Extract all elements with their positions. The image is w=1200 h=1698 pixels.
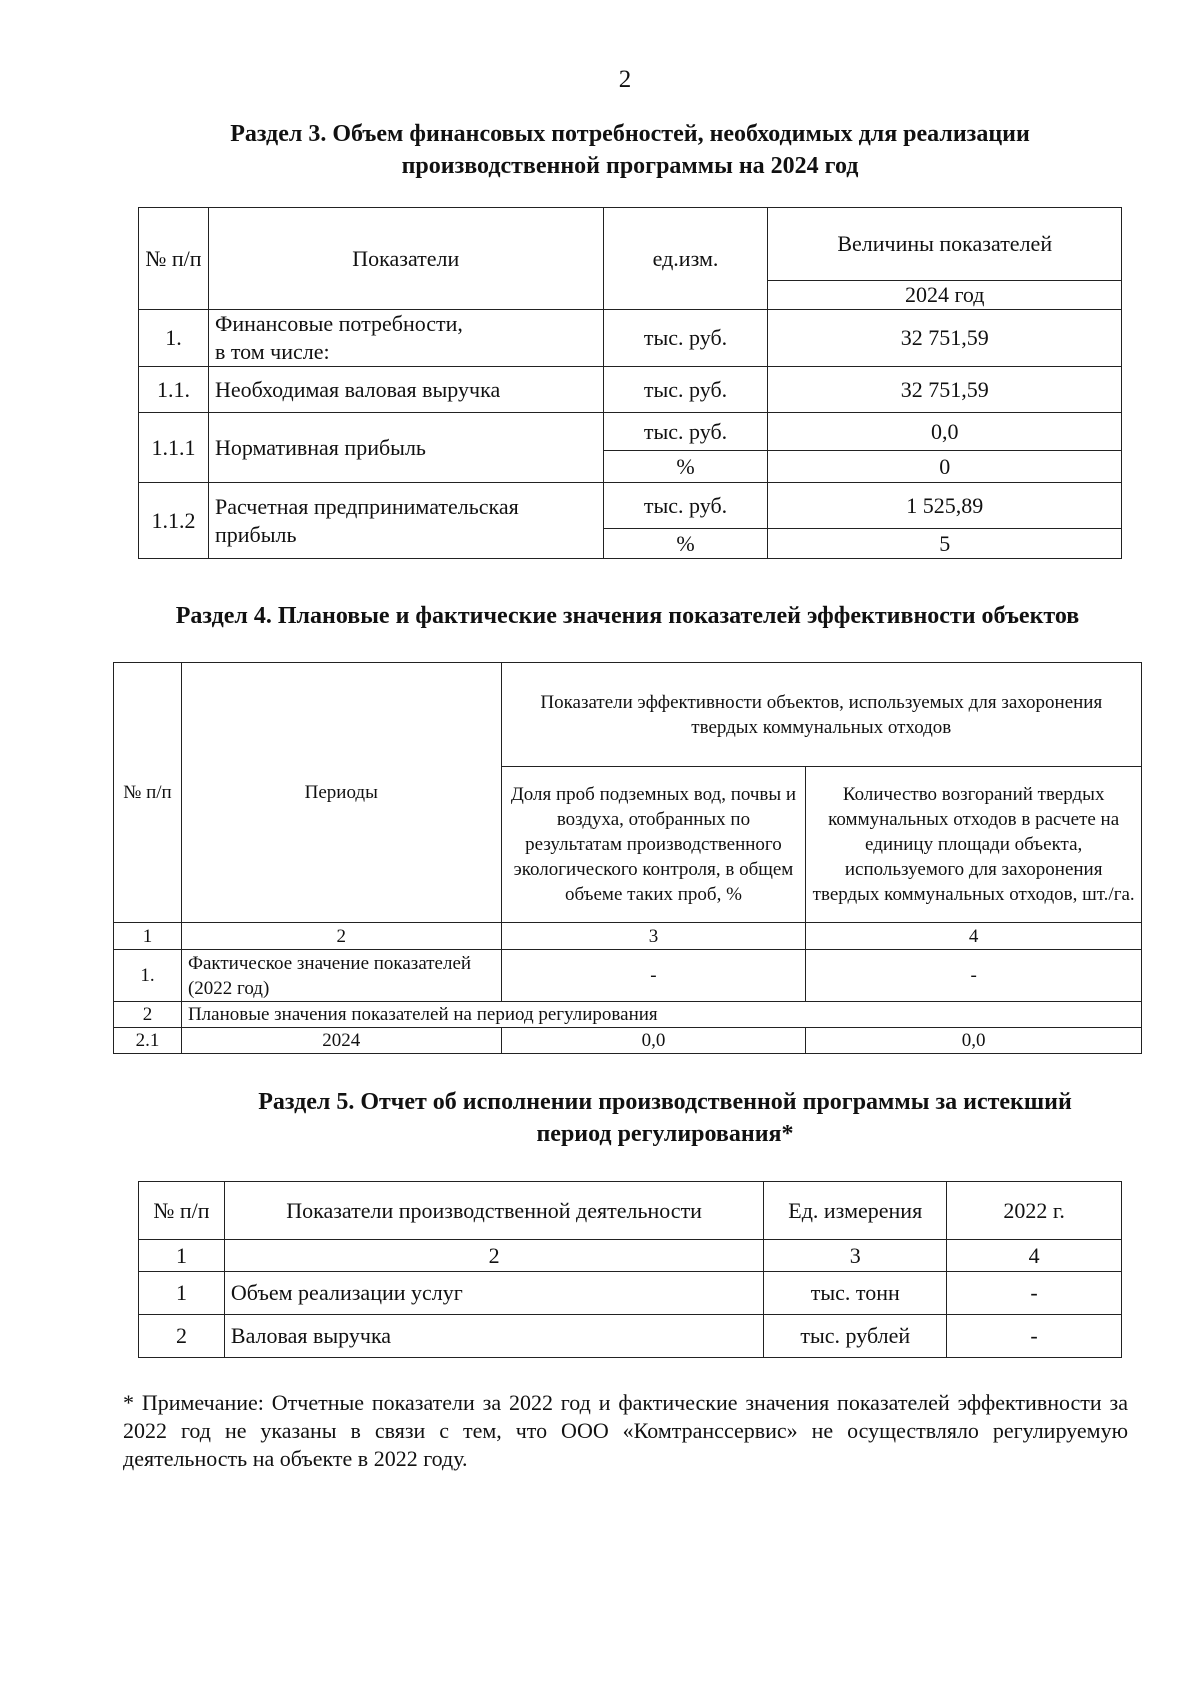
header-year: 2022 г. [947,1182,1122,1240]
header-unit: ед.изм. [603,208,768,310]
col-number: 3 [764,1240,947,1272]
section5-title-line2: период регулирования* [536,1121,794,1147]
row-unit: тыс. тонн [764,1272,947,1315]
row-value: 0,0 [768,413,1122,451]
row-num: 2 [114,1002,182,1028]
col-number: 2 [224,1240,763,1272]
row-v3: 0,0 [501,1028,806,1054]
page-number: 2 [618,66,632,93]
col-number: 2 [181,923,501,950]
numbering-row [139,1240,1122,1272]
row-name: Валовая выручка [224,1315,763,1358]
row-unit: тыс. рублей [764,1315,947,1358]
header-unit: Ед. измерения [764,1182,947,1240]
table-row [139,1272,1122,1315]
row-num: 1. [114,950,182,1002]
row-name: Объем реализации услуг [224,1272,763,1315]
financial-needs-table [138,207,1122,559]
row-period: Фактическое значение показателей (2022 год) [181,950,501,1002]
row-num: 1.1.2 [139,483,209,559]
row-num: 1. [139,310,209,367]
row-name [208,310,603,367]
header-indicators: Показатели производственной деятельности [224,1182,763,1240]
table-row [139,1315,1122,1358]
row-v4: 0,0 [806,1028,1142,1054]
row-value: - [947,1272,1122,1315]
row-unit: тыс. руб. [603,367,768,413]
col-number: 1 [114,923,182,950]
header-indicators: Показатели [208,208,603,310]
program-report-table [138,1181,1122,1358]
row-period: 2024 [181,1028,501,1054]
table-row [139,413,1122,451]
table-row [139,483,1122,529]
footnote: * Примечание: Отчетные показатели за 2022 год и фактические значения показателей эффективности за 2022 год не указаны в связи с тем, что ООО «Комтранссервис» не осуществляло регулируемую деятельность на объекте в 2022 году. [123,1390,1128,1471]
section3-title-line2: производственной программы на 2024 год [401,153,859,179]
row-v4: - [806,950,1142,1002]
col-number: 4 [806,923,1142,950]
table-row [139,310,1122,367]
numbering-row [114,923,1142,950]
row-num: 1.1. [139,367,209,413]
row-name: Расчетная предпринимательская прибыль [208,483,603,559]
section3-title [138,118,1122,182]
section4-title: Раздел 4. Плановые и фактические значения показателей эффективности объектов [175,603,1080,629]
efficiency-table [113,662,1142,1054]
row-value: 32 751,59 [768,367,1122,413]
section5-title [190,1086,1140,1150]
row-unit: тыс. руб. [603,310,768,367]
col-number: 3 [501,923,806,950]
row-name-line1: Финансовые потребности, [214,311,463,336]
row-unit: тыс. руб. [603,483,768,529]
header-year: 2024 год [768,281,1122,310]
col-number: 1 [139,1240,225,1272]
row-num: 1.1.1 [139,413,209,483]
row-value: 32 751,59 [768,310,1122,367]
header-num: № п/п [139,208,209,310]
header-num: № п/п [139,1182,225,1240]
col-number: 4 [947,1240,1122,1272]
row-name-line2: в том числе: [214,339,330,364]
header-periods: Периоды [181,663,501,923]
table-row [114,950,1142,1002]
section3-title-line1: Раздел 3. Объем финансовых потребностей, необходимых для реализации [230,121,1030,147]
row-value: 5 [768,529,1122,559]
header-col3: Доля проб подземных вод, почвы и воздуха, отобранных по результатам производственного экологического контроля, в общем объеме таких проб, % [501,767,806,923]
row-unit: тыс. руб. [603,413,768,451]
row-value: - [947,1315,1122,1358]
header-num: № п/п [114,663,182,923]
header-group: Показатели эффективности объектов, используемых для захоронения твердых коммунальных отходов [501,663,1141,767]
row-name: Нормативная прибыль [208,413,603,483]
row-name: Необходимая валовая выручка [208,367,603,413]
row-v3: - [501,950,806,1002]
row-span: Плановые значения показателей на период регулирования [181,1002,1141,1028]
header-values: Величины показателей [768,208,1122,281]
row-unit: % [603,529,768,559]
row-value: 0 [768,451,1122,483]
table-row [114,1028,1142,1054]
row-num: 2 [139,1315,225,1358]
table-row [114,1002,1142,1028]
table-row [139,367,1122,413]
row-unit: % [603,451,768,483]
row-num: 2.1 [114,1028,182,1054]
row-num: 1 [139,1272,225,1315]
header-col4: Количество возгораний твердых коммунальных отходов в расчете на единицу площади объекта, используемого для захоронения твердых коммунальных отходов, шт./га. [806,767,1142,923]
section5-title-line1: Раздел 5. Отчет об исполнении производственной программы за истекший [258,1089,1072,1115]
row-value: 1 525,89 [768,483,1122,529]
